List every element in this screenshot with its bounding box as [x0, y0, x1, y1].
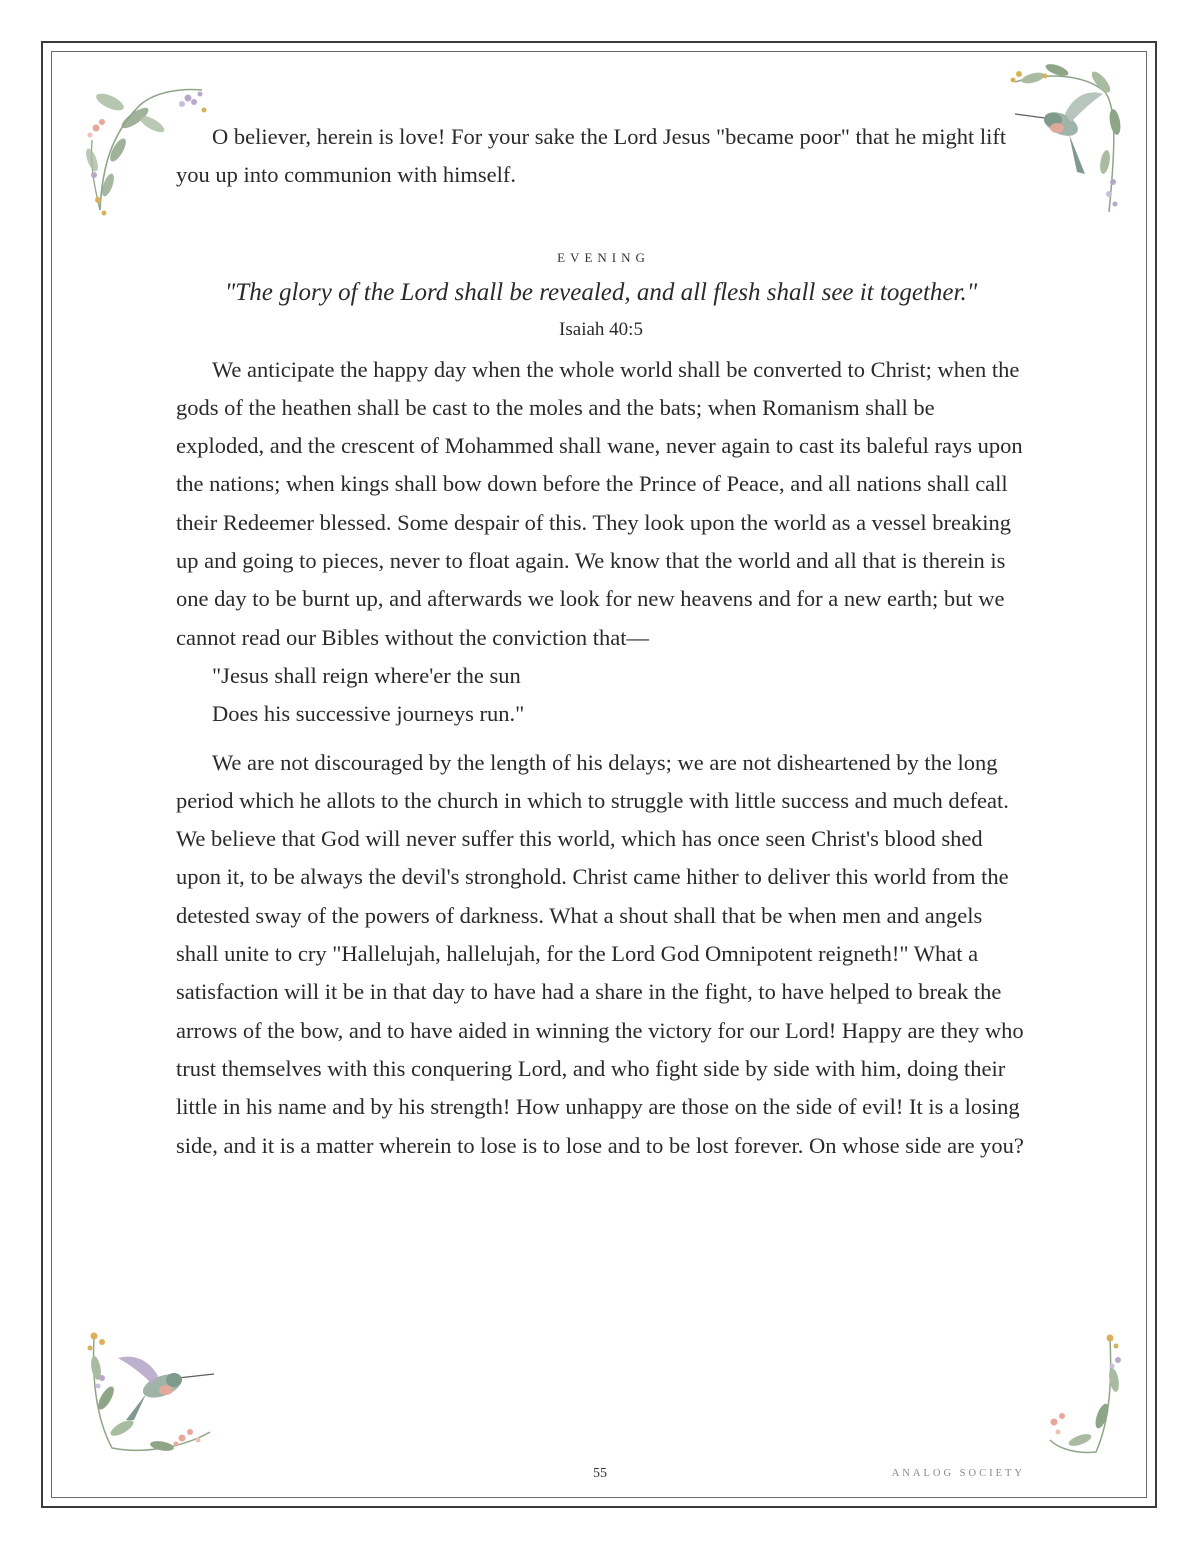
floral-corner-bottom-left-icon [82, 1328, 222, 1458]
evening-paragraph-1: We anticipate the happy day when the whole world shall be converted to Christ; when the gods of the heathen shall be cast to the moles and the bats; when Romanism shall be exploded, and the crescent of Mohammed shall wane, never again to cast its baleful rays upon the nations; when kings shall bow down before the Prince of Peace, and all nations shall call their Redeemer blessed. Some despair of this. They look upon the world as a vessel breaking up and going to pieces, never to float again. We know that the world and all that is therein is one day to be burnt up, and afterwards we look for new heavens and for a new earth; but we cannot read our Bibles without the conviction that— [176, 356, 1023, 650]
hummingbird-icon [1015, 92, 1103, 174]
hummingbird-icon [118, 1357, 214, 1420]
footer-brand: ANALOG SOCIETY [891, 1468, 1025, 1479]
floral-corner-bottom-right-icon [1040, 1330, 1130, 1460]
section-label: EVENING [557, 249, 650, 265]
scripture-quote: "The glory of the Lord shall be revealed, and all flesh shall see it together." [224, 278, 978, 306]
scripture-reference: Isaiah 40:5 [559, 318, 643, 340]
verse-line-1: "Jesus shall reign where'er the sun [212, 662, 521, 688]
devotional-content [176, 118, 1026, 1165]
page-number: 55 [593, 1466, 607, 1481]
morning-closing-paragraph: O believer, herein is love! For your sake the Lord Jesus "became poor" that he might lift you up into communion with himself. [176, 124, 1007, 188]
verse-line-2: Does his successive journeys run." [212, 701, 525, 727]
evening-paragraph-2: We are not discouraged by the length of his delays; we are not disheartened by the long period which he allots to the church in which to struggle with little success and much defeat. We believe that God will never suffer this world, which has once seen Christ's blood shed upon it, to be always the devil's stronghold. Christ came hither to deliver this world from the detested sway of the powers of darkness. What a shout shall that be when men and angels shall unite to cry "Hallelujah, hallelujah, for the Lord God Omnipotent reigneth!" What a satisfaction will it be in that day to have had a share in the fight, to have helped to break the arrows of the bow, and to have aided in winning the victory for our Lord! Happy are they who trust themselves with this conquering Lord, and who fight side by side with him, doing their little in his name and by his strength! How unhappy are those on the side of evil! It is a losing side, and it is a matter wherein to lose is to lose and to be lost forever. On whose side are you? [176, 749, 1024, 1158]
